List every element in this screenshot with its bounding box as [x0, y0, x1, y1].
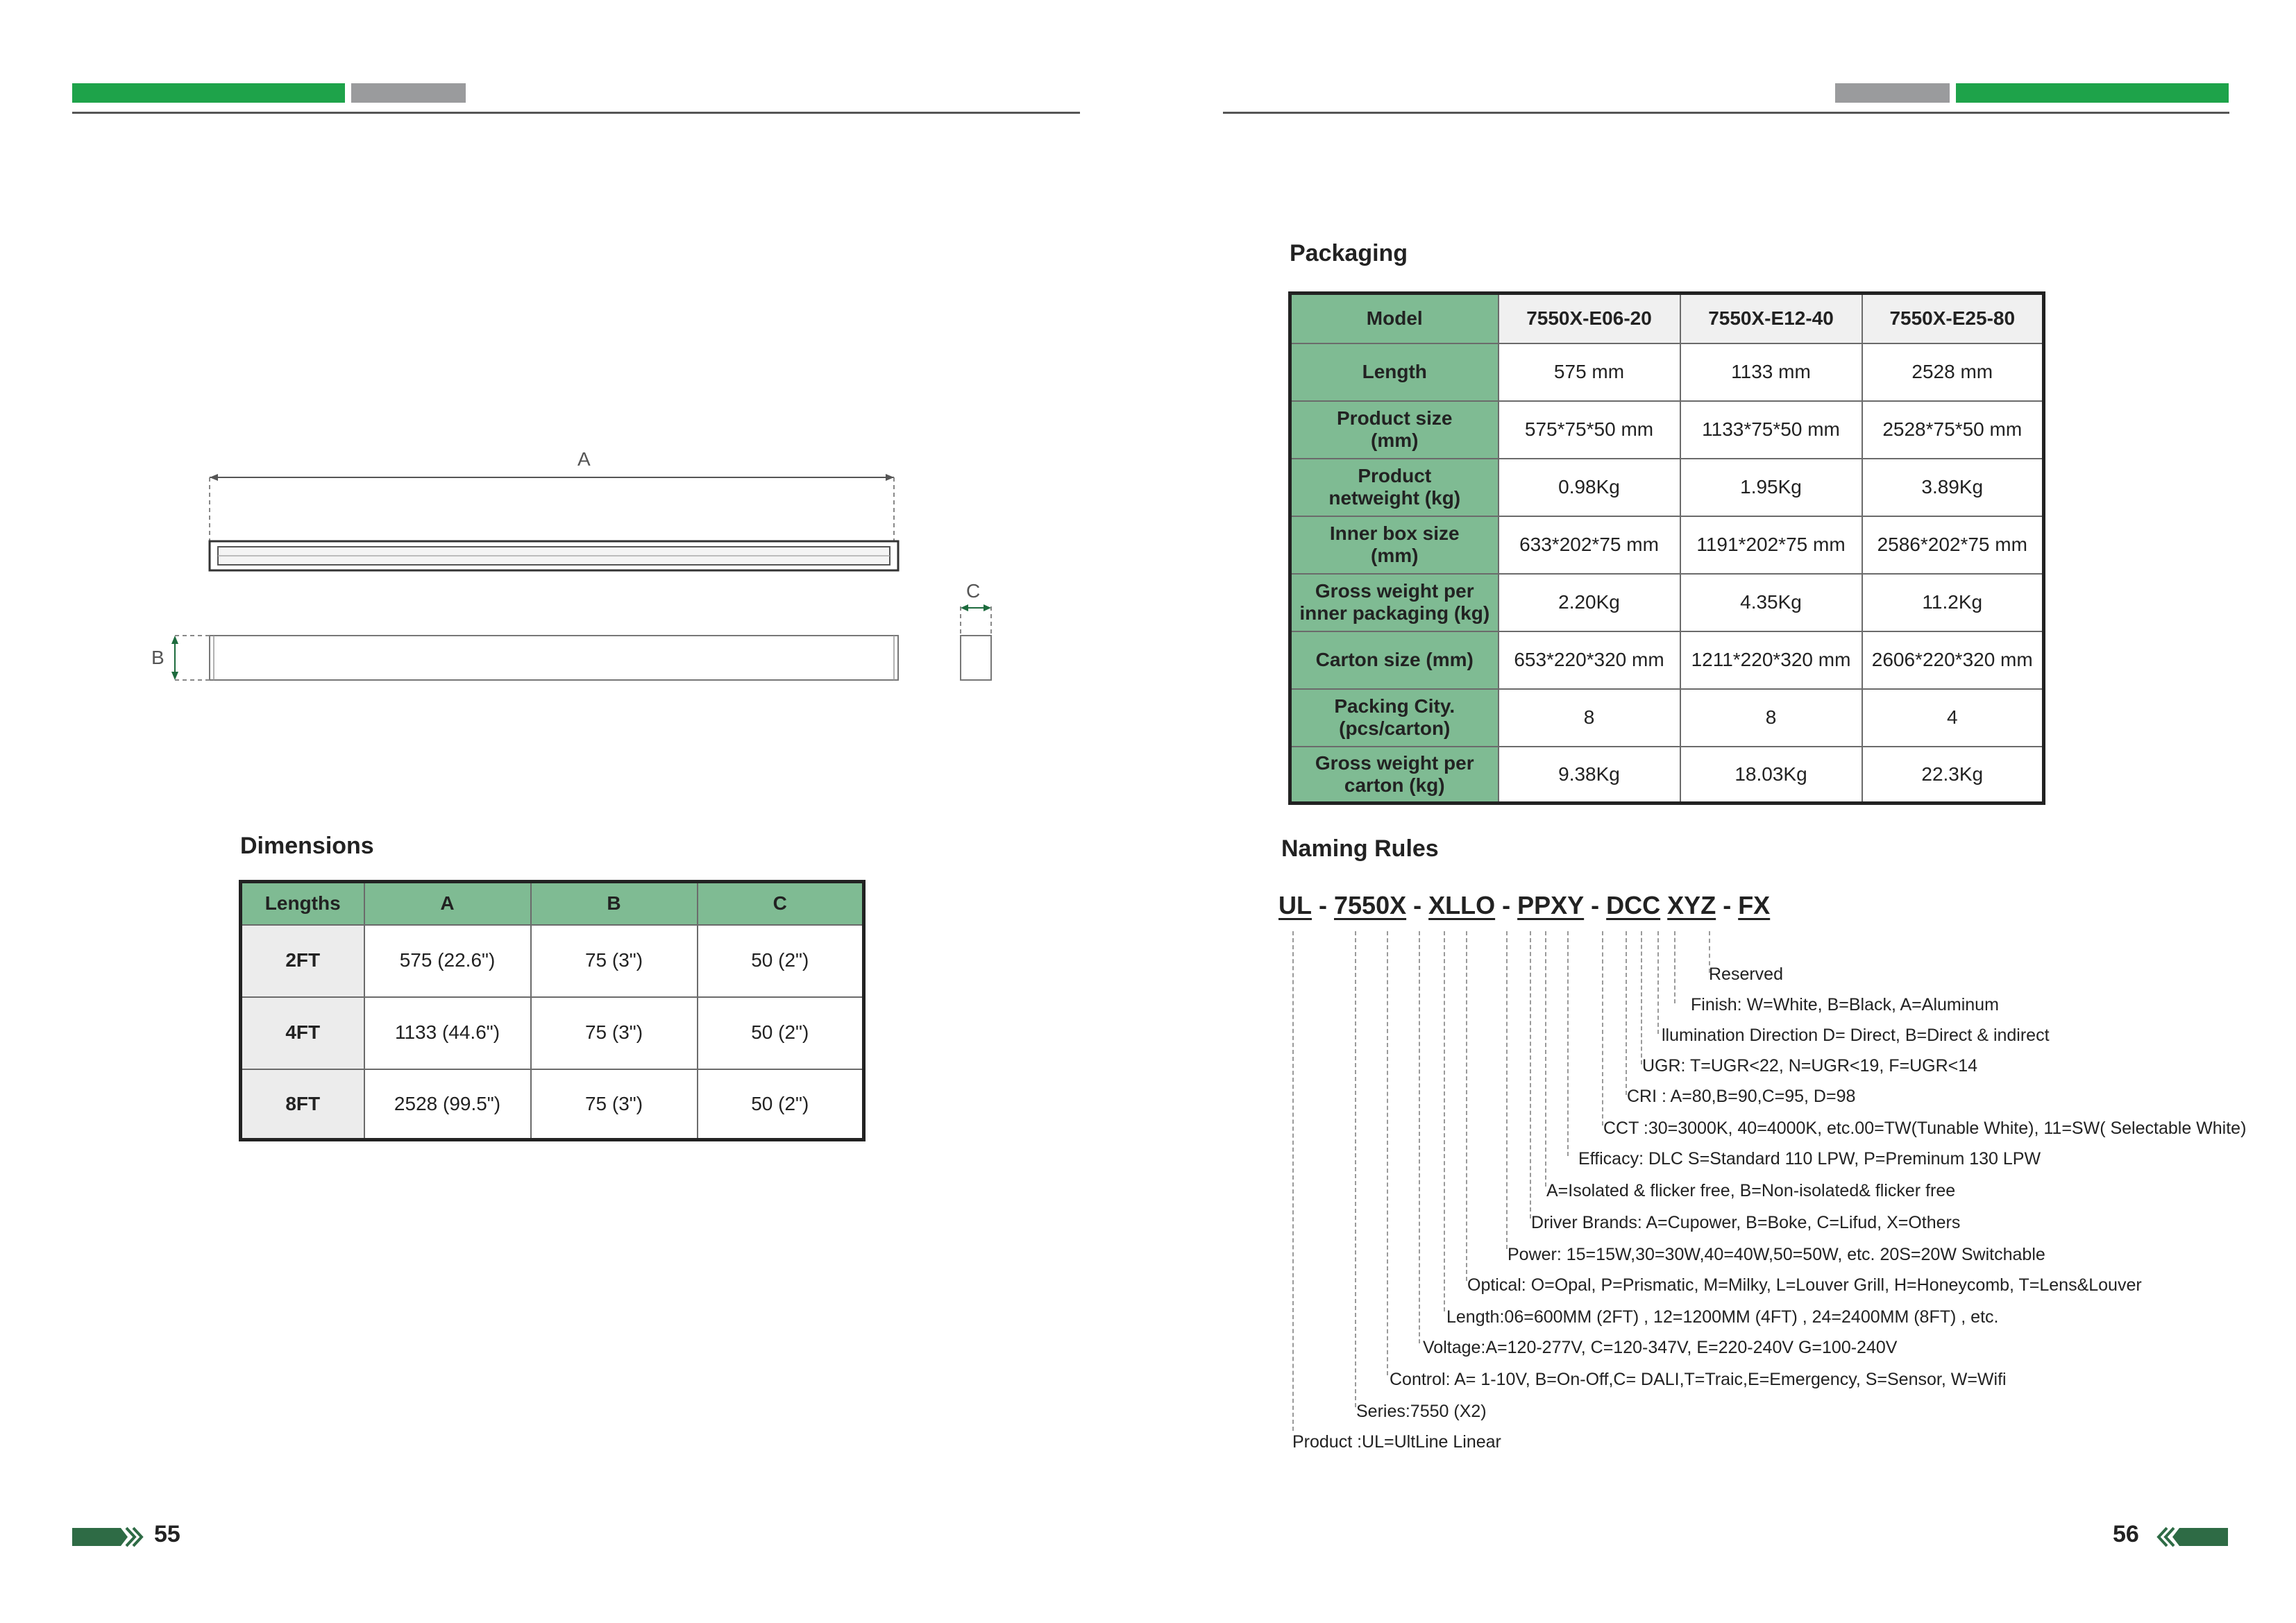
left-page-chevron-icon [72, 1525, 144, 1549]
naming-code [1278, 891, 1770, 920]
end-view [961, 604, 991, 680]
packaging-cell: 1133*75*50 mm [1680, 401, 1862, 459]
packaging-cell: 1.95Kg [1680, 459, 1862, 516]
table-row [241, 1069, 864, 1140]
packaging-cell: 575*75*50 mm [1499, 401, 1680, 459]
table-row [1290, 631, 2044, 689]
leader-line-power [1506, 931, 1508, 1249]
product-dimension-drawing [139, 437, 1013, 694]
packaging-cell: 1133 mm [1680, 343, 1862, 401]
naming-rule-isolation: A=Isolated & flicker free, B=Non-isolated& flicker free [1546, 1181, 1956, 1200]
packaging-cell: 3.89Kg [1862, 459, 2044, 516]
naming-rule-voltage: Voltage:A=120-277V, C=120-347V, E=220-240V G=100-240V [1423, 1338, 1898, 1357]
packaging-table [1288, 291, 2045, 805]
dimensions-header-row [241, 882, 864, 925]
naming-rule-power: Power: 15=15W,30=30W,40=40W,50=50W, etc. 20S=20W Switchable [1508, 1245, 2045, 1264]
dimensions-b-cell: 75 (3") [531, 997, 698, 1069]
packaging-cell: 18.03Kg [1680, 747, 1862, 804]
right-header-rule [1223, 112, 2229, 114]
packaging-cell: 0.98Kg [1499, 459, 1680, 516]
right-header-green-bar [1956, 83, 2229, 103]
table-row [1290, 574, 2044, 631]
code-part-series: 7550X [1334, 891, 1407, 919]
leader-line-isolated [1545, 931, 1546, 1187]
packaging-row-label: Product netweight (kg) [1290, 459, 1499, 516]
code-part-cct-cri: DCC [1606, 891, 1661, 919]
packaging-title: Packaging [1290, 240, 1408, 266]
table-row [1290, 747, 2044, 804]
dimensions-title: Dimensions [240, 833, 374, 859]
packaging-cell: 653*220*320 mm [1499, 631, 1680, 689]
code-separator: - [1413, 891, 1422, 919]
packaging-row-label: Length [1290, 343, 1499, 401]
naming-rule-product: Product :UL=UltLine Linear [1292, 1432, 1501, 1452]
left-header-green-bar [72, 83, 345, 103]
left-header-gray-bar [351, 83, 466, 103]
dimensions-a-cell: 575 (22.6") [364, 925, 531, 997]
left-header-rule [72, 112, 1080, 114]
table-row [1290, 459, 2044, 516]
naming-rule-reserved: Reserved [1709, 965, 1783, 984]
naming-rule-ugr: UGR: T=UGR<22, N=UGR<19, F=UGR<14 [1642, 1056, 1978, 1076]
side-view [171, 636, 898, 680]
packaging-cell: 1211*220*320 mm [1680, 631, 1862, 689]
dimension-label-b: B [151, 647, 164, 668]
leader-line-driver [1530, 931, 1531, 1218]
right-page-chevron-icon [2156, 1525, 2228, 1549]
packaging-model-e06: 7550X-E06-20 [1499, 294, 1680, 343]
packaging-model-row [1290, 294, 2044, 343]
packaging-cell: 1191*202*75 mm [1680, 516, 1862, 574]
packaging-cell: 4 [1862, 689, 2044, 747]
naming-rule-series: Series:7550 (X2) [1356, 1402, 1487, 1421]
naming-rule-control: Control: A= 1-10V, B=On-Off,C= DALI,T=Traic,E=Emergency, S=Sensor, W=Wifi [1390, 1370, 2007, 1389]
dimensions-length-cell: 2FT [241, 925, 364, 997]
packaging-cell: 633*202*75 mm [1499, 516, 1680, 574]
packaging-cell: 2606*220*320 mm [1862, 631, 2044, 689]
code-separator: - [1723, 891, 1732, 919]
packaging-row-label: Inner box size (mm) [1290, 516, 1499, 574]
leader-line-cct [1602, 931, 1603, 1125]
dimension-label-c: C [966, 580, 981, 602]
dimensions-table [239, 880, 866, 1141]
packaging-cell: 575 mm [1499, 343, 1680, 401]
dimensions-c-cell: 50 (2") [698, 997, 864, 1069]
dimensions-header-b: B [531, 882, 698, 925]
table-row [1290, 401, 2044, 459]
dimensions-a-cell: 1133 (44.6") [364, 997, 531, 1069]
packaging-model-label: Model [1290, 294, 1499, 343]
leader-line-efficacy [1567, 931, 1569, 1156]
right-page-number: 56 [2113, 1521, 2139, 1547]
code-part-power-driver-efficacy: PPXY [1517, 891, 1585, 919]
dimensions-header-lengths: Lengths [241, 882, 364, 925]
code-part-reserved: FX [1738, 891, 1771, 919]
packaging-cell: 8 [1680, 689, 1862, 747]
leader-line-direction [1657, 931, 1659, 1034]
packaging-cell: 2528*75*50 mm [1862, 401, 2044, 459]
naming-rule-finish: Finish: W=White, B=Black, A=Aluminum [1691, 995, 1999, 1014]
dimensions-header-c: C [698, 882, 864, 925]
packaging-model-e25: 7550X-E25-80 [1862, 294, 2044, 343]
dimensions-c-cell: 50 (2") [698, 925, 864, 997]
packaging-row-label: Gross weight per inner packaging (kg) [1290, 574, 1499, 631]
leader-line-length [1444, 931, 1445, 1311]
dimensions-length-cell: 8FT [241, 1069, 364, 1140]
naming-rule-driver-brands: Driver Brands: A=Cupower, B=Boke, C=Lifud, X=Others [1531, 1213, 1961, 1232]
table-row [241, 997, 864, 1069]
dimensions-c-cell: 50 (2") [698, 1069, 864, 1140]
packaging-row-label: Gross weight per carton (kg) [1290, 747, 1499, 804]
code-part-control-voltage-length-optical: XLLO [1428, 891, 1496, 919]
naming-rule-length: Length:06=600MM (2FT) , 12=1200MM (4FT) , 24=2400MM (8FT) , etc. [1446, 1307, 1999, 1327]
dimensions-a-cell: 2528 (99.5") [364, 1069, 531, 1140]
packaging-cell: 8 [1499, 689, 1680, 747]
naming-rule-cct: CCT :30=3000K, 40=4000K, etc.00=TW(Tunable White), 11=SW( Selectable White) [1603, 1119, 2247, 1138]
left-page-number: 55 [154, 1521, 180, 1547]
packaging-row-label: Product size (mm) [1290, 401, 1499, 459]
table-row [1290, 689, 2044, 747]
packaging-cell: 2528 mm [1862, 343, 2044, 401]
naming-rules-title: Naming Rules [1281, 835, 1439, 862]
dimensions-length-cell: 4FT [241, 997, 364, 1069]
code-part-product: UL [1278, 891, 1312, 919]
table-row [1290, 516, 2044, 574]
code-part-ugr-direction-finish: XYZ [1667, 891, 1716, 919]
leader-line-optical [1466, 931, 1467, 1281]
table-row [241, 925, 864, 997]
packaging-cell: 2.20Kg [1499, 574, 1680, 631]
packaging-cell: 11.2Kg [1862, 574, 2044, 631]
leader-line-series [1355, 931, 1356, 1407]
leader-line-voltage [1419, 931, 1420, 1343]
leader-line-product [1292, 931, 1294, 1431]
naming-rule-efficacy: Efficacy: DLC S=Standard 110 LPW, P=Preminum 130 LPW [1578, 1149, 2041, 1169]
leader-line-cri [1626, 931, 1627, 1095]
packaging-cell: 4.35Kg [1680, 574, 1862, 631]
packaging-row-label: Packing City. (pcs/carton) [1290, 689, 1499, 747]
dimensions-b-cell: 75 (3") [531, 1069, 698, 1140]
right-header-gray-bar [1835, 83, 1950, 103]
packaging-model-e12: 7550X-E12-40 [1680, 294, 1862, 343]
code-separator: - [1502, 891, 1511, 919]
code-separator: - [1319, 891, 1327, 919]
dimension-label-a: A [577, 448, 591, 470]
dimensions-b-cell: 75 (3") [531, 925, 698, 997]
leader-line-ugr [1641, 931, 1642, 1064]
leader-line-control [1387, 931, 1388, 1375]
packaging-row-label: Carton size (mm) [1290, 631, 1499, 689]
naming-rule-cri: CRI : A=80,B=90,C=95, D=98 [1627, 1087, 1856, 1106]
leader-line-finish [1674, 931, 1675, 1003]
table-row [1290, 343, 2044, 401]
naming-rule-illumination-direction: llumination Direction D= Direct, B=Direct & indirect [1662, 1026, 2050, 1045]
naming-rule-optical: Optical: O=Opal, P=Prismatic, M=Milky, L=Louver Grill, H=Honeycomb, T=Lens&Louver [1467, 1275, 2142, 1295]
packaging-cell: 2586*202*75 mm [1862, 516, 2044, 574]
top-view [210, 474, 898, 570]
dimensions-header-a: A [364, 882, 531, 925]
code-separator: - [1591, 891, 1600, 919]
packaging-cell: 9.38Kg [1499, 747, 1680, 804]
packaging-cell: 22.3Kg [1862, 747, 2044, 804]
